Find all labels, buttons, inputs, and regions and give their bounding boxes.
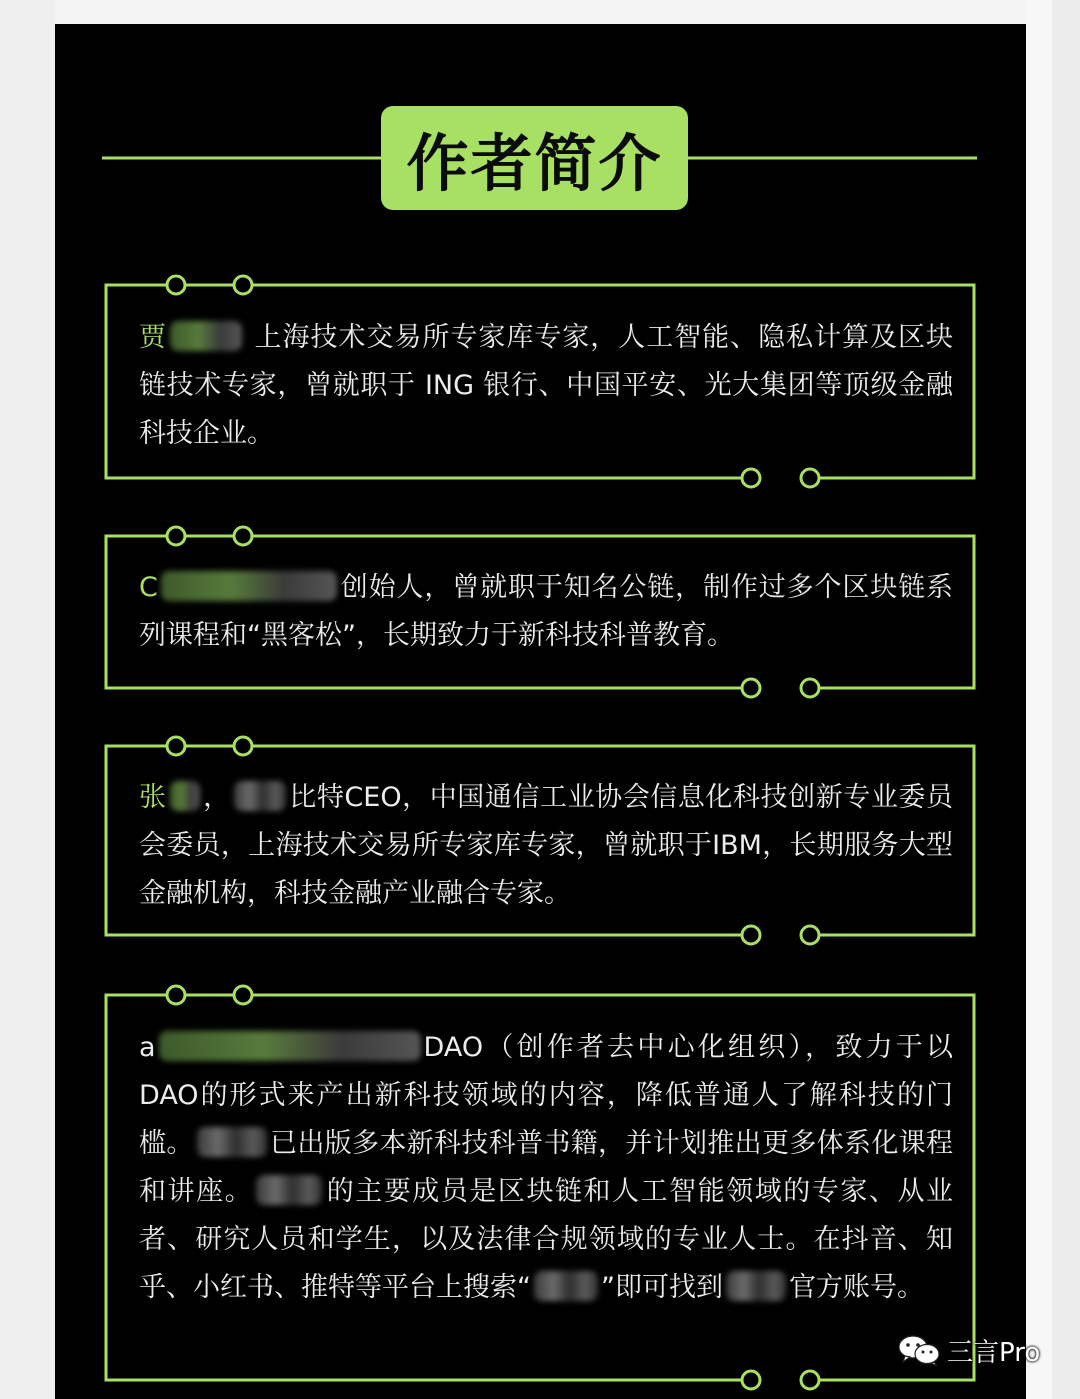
watermark-label: 三言Pro [947, 1337, 1041, 1368]
redacted-org-name [159, 1031, 421, 1061]
redacted-org-name [256, 1175, 322, 1205]
wechat-icon [897, 1333, 941, 1367]
author-4-bio-4: ”即可找到 [601, 1272, 723, 1303]
author-3-bio: 比特CEO，中国通信工业协会信息化科技创新专业委员会委员，上海技术交易所专家库专家，曾就职于IBM，长期服务大型金融机构，科技金融产业融合专家。 [139, 782, 953, 909]
redacted-name [170, 321, 242, 351]
redacted-name [170, 781, 200, 811]
source-watermark [897, 1330, 1040, 1370]
title-badge [381, 106, 688, 210]
redacted-name [161, 571, 337, 601]
author-card-2-text [139, 564, 953, 660]
author-4-bio-5: 官方账号。 [789, 1272, 924, 1303]
author-2-bio: 创始人，曾就职于知名公链，制作过多个区块链系列课程和“黑客松”，长期致力于新科技科普教育。 [139, 572, 953, 651]
author-4-bio-3: 的主要成员是区块链和人工智能领域的专家、从业者、研究人员和学生，以及法律合规领域的专业人士。在抖音、知乎、小红书、推特等平台上搜索“ [139, 1176, 954, 1303]
right-edge [1052, 0, 1080, 1399]
author-4-bio-1: DAO（创作者去中心化组织），致力于以DAO的形式来产出新科技领域的内容，降低普通人了解科技的门槛。 [139, 1032, 953, 1159]
redacted-org-name [726, 1271, 786, 1301]
author-3-sep: ， [202, 782, 231, 813]
redacted-org-name [197, 1127, 267, 1157]
author-card-3-text [139, 774, 953, 918]
author-card-1-text [139, 314, 953, 458]
author-intro-poster [55, 24, 1026, 1399]
redacted-company [234, 781, 286, 811]
page-title: 作者简介 [406, 126, 663, 200]
redacted-org-name [534, 1271, 598, 1301]
author-4-bio-2: 已出版多本新科技科普书籍，并计划推出更多体系化课程和讲座。 [139, 1128, 954, 1207]
author-2-name: C [139, 572, 158, 603]
author-card-4-text [139, 1024, 953, 1312]
author-3-name: 张 [139, 782, 167, 813]
author-4-name: a [139, 1032, 156, 1063]
author-1-bio: 上海技术交易所专家库专家，人工智能、隐私计算及区块链技术专家，曾就职于 ING 银行、中国平安、光大集团等顶级金融科技企业。 [139, 322, 953, 449]
author-1-name: 贾 [139, 322, 167, 353]
left-margin [0, 0, 55, 1399]
